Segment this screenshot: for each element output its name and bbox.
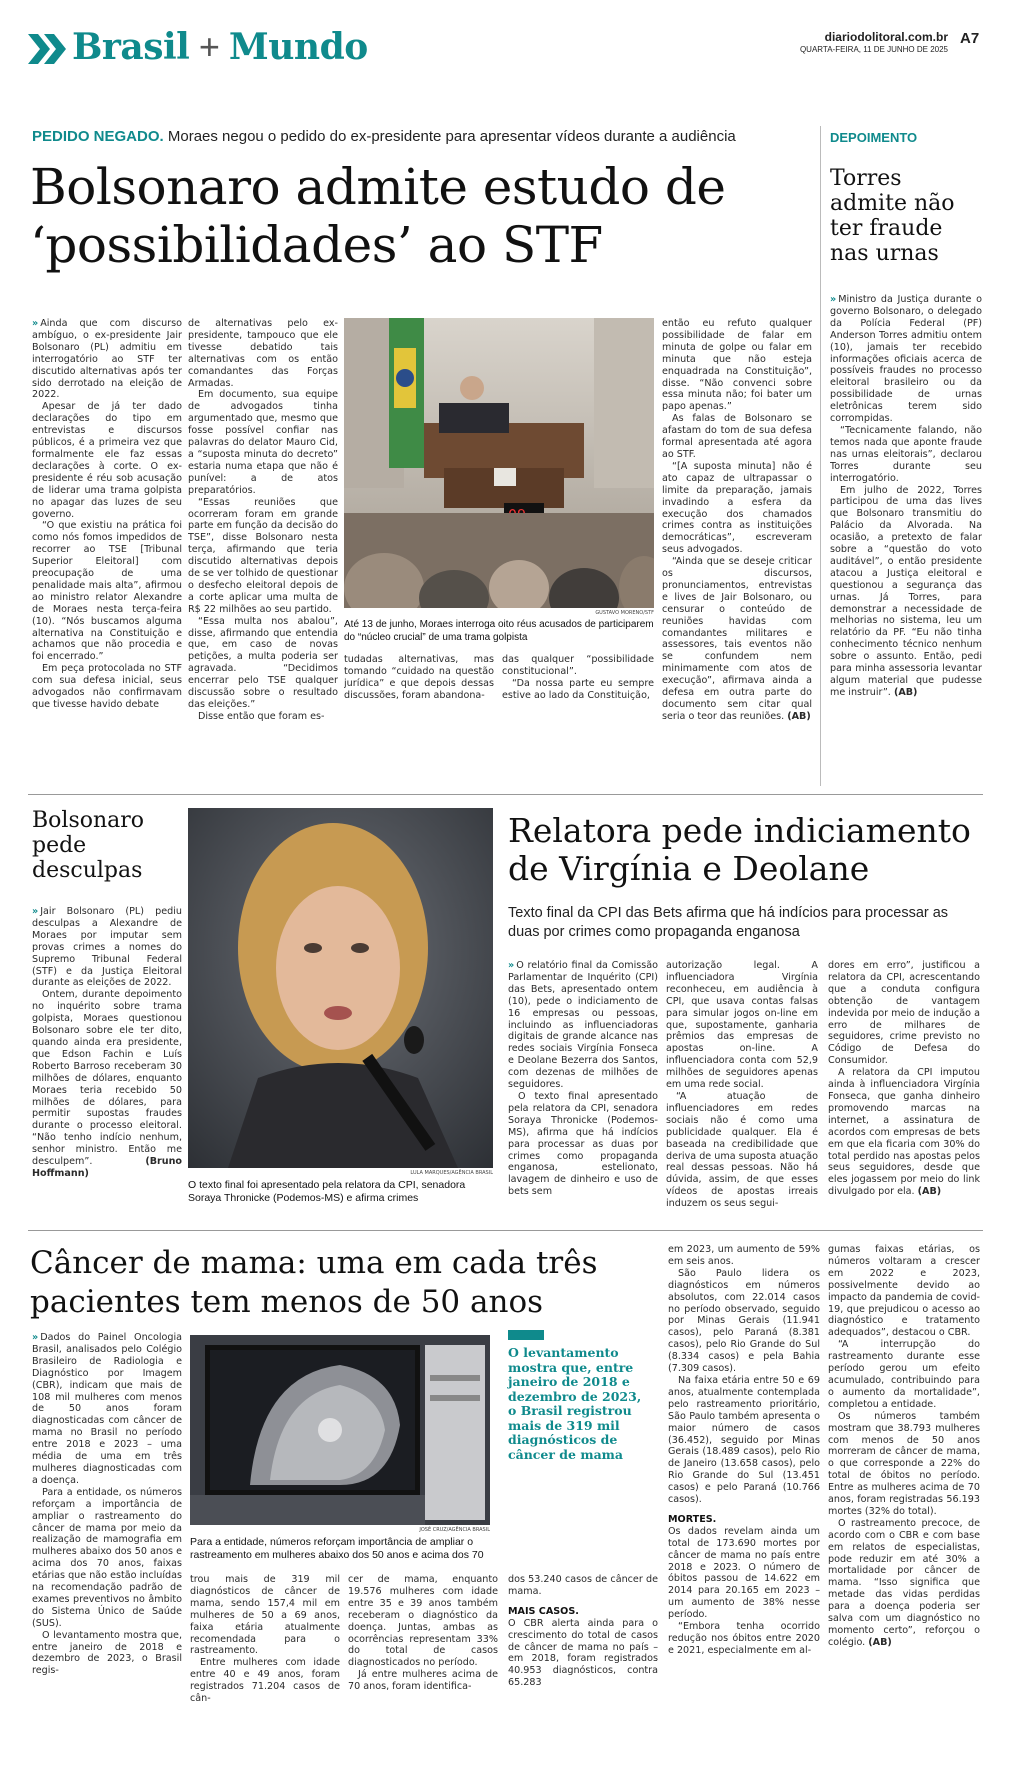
vertical-divider	[820, 126, 821, 786]
cancer-headline-line-2: pacientes tem menos de 50 anos	[30, 1284, 544, 1320]
cancer-col1-p3: O levantamento mostra que, entre janeiro de 2018 e dezembro de 2023, o Brasil regis-	[32, 1629, 182, 1677]
cpi-photo-credit: LULA MARQUES/AGÊNCIA BRASIL	[410, 1170, 493, 1176]
cancer-col5-p1: em 2023, um aumento de 59% em seis anos.	[668, 1244, 820, 1267]
lead-column-2	[188, 318, 338, 788]
cancer-col2-p1: trou mais de 319 mil diagnósticos de câncer de mama, sendo 157,4 mil em mulheres de 50 a 69 anos, faixa etária atualmente recomendada para o rastreamento.	[190, 1574, 340, 1657]
side2-body: » Jair Bolsonaro (PL) pediu desculpas a Alexandre de Moraes por imputar sem provas crimes a nomes do Supremo Tribunal Federal (STF) e da Justiça Eleitoral durante as eleições de 2022. Ontem, durante depoimento no inquérito sobre trama golpista, Moraes questionou Bolsonaro sobre ele ter dito, quando ainda era presidente, que Edson Fachin e Luís Roberto Barroso receberam 30 milhões de dólares, enquanto Moraes teria recebido 50 milhões de dólares, para permitir supostas fraudes durante o processo eleitoral. “Não tenho indício nenhum, senhor ministro. Então me desculpem”. (Bruno Hoffmann)	[32, 906, 182, 1179]
lead-column-5	[662, 318, 812, 788]
cpi-column-2	[666, 960, 818, 1210]
lead-signature: (AB)	[787, 710, 811, 722]
side1-body: » Ministro da Justiça durante o governo Bolsonaro, o delegado da Polícia Federal (PF) Anderson Torres admitiu ontem (10), jamais ter recebido informações oficiais acerca de possíveis fraudes no processo eleitoral brasileiro ou da possibilidade de urnas eletrônicas terem sido corrompidas. “Tecnicamente falando, não temos nada que aponte fraude nas urnas eleitorais”, declarou Torres durante seu interrogatório. Em julho de 2022, Torres participou de uma das lives que Bolsonaro transmitiu do Palácio da Alvorada. Na ocasião, a pretexto de falar sobre a “questão do voto auditável”, o então presidente atacou a Justiça eleitoral e questionou a segurança das urnas. Já Torres, para demonstrar a necessidade de melhorias no sistema, leu um relatório da PF. “Eu não tinha conhecimento técnico nenhum sobre o assunto. Então, pedi para minha assessoria levantar algum material que pudesse me instruir”. (AB)	[830, 294, 982, 698]
lead-photo	[344, 318, 654, 608]
cancer-col1-p2: Para a entidade, os números reforçam a importância de ampliar o rastreamento do câncer de mama por meio da realização de mamografia em mulheres abaixo dos 50 anos e acima dos 70 anos, faixas etárias que não estão incluídas na recomendação padrão de exames preventivos no âmbito do Sistema Único de Saúde (SUS).	[32, 1486, 182, 1629]
side1-p3: Em julho de 2022, Torres participou de uma das lives que Bolsonaro transmitiu do Palácio da Alvorada. Na ocasião, a pretexto de falar sobre a “questão do voto auditável”, o então presidente atacou a Justiça eleitoral e questionou a segurança das urnas. Já Torres, para demonstrar a necessidade de melhorias no sistema, leu um relatório da PF. “Eu não tinha conhecimento técnico nenhum sobre o assunto. Então, pedi para minha assessoria levantar algum material que pudesse me instruir”.	[830, 484, 982, 698]
lead-col5-p3: “[A suposta minuta] não é ato capaz de ultrapassar o limite da preparação, jamais invadindo a esfera da execução dos chamados crimes contra as instituições democráticas”, escreveram seus advogados.	[662, 460, 812, 556]
side1-signature: (AB)	[893, 686, 918, 698]
cpi-headline	[508, 812, 988, 888]
chevron-double-icon	[28, 34, 68, 69]
lead-col2-p4: “Essa multa nos abalou”, disse, afirmando que entendia que, em caso de novas petições, a multa poderia ser agravada. “Decidimos encerrar pelo TSE qualquer discussão sobre o resultado das eleições.”	[188, 615, 338, 710]
cancer-col5-p5: “Embora tenha ocorrido redução nos óbitos entre 2020 e 2021, especialmente em al-	[668, 1621, 820, 1656]
cancer-headline	[30, 1244, 650, 1322]
cpi-col2-p1: autorização legal. A influenciadora Virgínia reconheceu, em audiência à CPI, que usava contas falsas para simular jogos on-line em que, supostamente, ganharia prêmios das empresas de apostas on-line. A influenciadora conta com 52,9 milhões de seguidores apenas em uma rede social.	[666, 960, 818, 1091]
side2-headline: Bolsonaro pede desculpas	[32, 808, 145, 883]
section-plus: +	[198, 26, 220, 67]
lead-col2-p2: Em documento, sua equipe de advogados tinha argumentado que, mesmo que fosse possível confiar nas palavras do delator Mauro Cid, a “suposta minuta do decreto” estaria numa etapa que não é punível: a de atos preparatórios.	[188, 389, 338, 496]
lead-column-1: » Ainda que com discurso ambíguo, o ex-presidente Jair Bolsonaro (PL) admitiu em interrogatório ao STF ter discutido alternativas após ter sido derrotado na eleição de 2022. Apesar de já ter dado declarações do tipo em entrevistas e discursos públicos, é a primeira vez que formalmente ele faz essas declarações à corte. O ex-presidente é réu sob acusação de liderar uma trama golpista no apagar das luzes de seu governo. “O que existiu na prática foi como nós fomos impedidos de recorrer ao TSE [Tribunal Superior Eleitoral] com preocupação de uma penalidade mais alta”, afirmou ao ministro relator Alexandre de Moraes nesta terça-feira (10). “Nós buscamos alguma alternativa na Constituição e achamos que não procedia e foi encerrado.” Em peça protocolada no STF com sua defesa inicial, seus advogados não confirmavam que tivesse havido debate	[32, 318, 182, 710]
lead-column-4	[502, 654, 654, 784]
cpi-col1-p2: O texto final apresentado pela relatora da CPI, senadora Soraya Thronicke (Podemos-MS), afirma que há indícios para processar as duas por crimes como propaganda enganosa, estelionato, lavagem de dinheiro e uso de bets sem	[508, 1090, 658, 1198]
cancer-col5-p4: Os dados revelam ainda um total de 173.690 mortes por câncer de mama no país entre 2018 e 2023. O número de óbitos passou de 14.622 em 2014 para 20.165 em 2023 – um aumento de 38% nesse período.	[668, 1525, 820, 1621]
cancer-column-1: » Dados do Painel Oncologia Brasil, analisados pelo Colégio Brasileiro de Radiologia e Diagnóstico por Imagem (CBR), indicam que mais de 108 mil mulheres com menos de 50 anos foram diagnosticadas com câncer de mama no Brasil no período entre 2018 e 2023 – uma média de uma em três mulheres diagnosticadas com a doença. Para a entidade, os números reforçam a importância de ampliar o rastreamento do câncer de mama por meio da realização de mamografia em mulheres abaixo dos 50 anos e acima dos 70 anos, faixas etárias que não estão incluídas na recomendação padrão de exames preventivos no âmbito do Sistema Único de Saúde (SUS). O levantamento mostra que, entre janeiro de 2018 e dezembro de 2023, o Brasil regis-	[32, 1332, 182, 1677]
side1-p2: “Tecnicamente falando, não temos nada que aponte fraude nas urnas eleitorais”, declarou Torres durante seu interrogatório.	[830, 424, 982, 484]
cpi-headline-line-2: de Virgínia e Deolane	[508, 849, 870, 888]
kicker-label: PEDIDO NEGADO.	[32, 128, 164, 145]
cancer-subhead-mortes: MORTES.	[668, 1513, 717, 1525]
cpi-deck: Texto final da CPI das Bets afirma que há indícios para processar as duas por crimes como propaganda enganosa	[508, 905, 949, 940]
lead-col1-p4: Em peça protocolada no STF com sua defesa inicial, seus advogados não confirmavam que tivesse havido debate	[32, 663, 182, 710]
cancer-photo-credit: JOSÉ CRUZ/AGÊNCIA BRASIL	[419, 1527, 490, 1533]
lead-headline-line-2: ‘possibilidades’ ao STF	[30, 216, 603, 274]
side2-p1: Jair Bolsonaro (PL) pediu desculpas a Alexandre de Moraes por imputar sem provas crimes a nomes do Supremo Tribunal Federal (STF) e da Justiça Eleitoral durante as eleições de 2022.	[32, 906, 182, 989]
cpi-col2-p2: “A atuação de influenciadores em redes sociais não é como uma publicidade qualquer. Ela é baseada na credibilidade que deriva de uma suposta atuação real dessas pessoas. Não há dúvida, assim, de que esses vídeos de apostas irreais induzem os seus segui-	[666, 1090, 818, 1210]
lead-photo-credit: GUSTAVO MORENO/STF	[595, 610, 654, 616]
cancer-col6-p4: O rastreamento precoce, de acordo com o CBR e com base em relatos de especialistas, pode reduzir em até 30% a mortalidade por câncer de mama. “Isso significa que metade das vidas perdidas para a doença poderia ser salva com um diagnóstico no momento certo”, reforçou o colégio.	[828, 1517, 980, 1648]
lead-col1-p2: Apesar de já ter dado declarações do tipo em entrevistas e discursos públicos, é a primeira vez que formalmente ele faz essas declarações à corte. O ex-presidente é réu sob acusação de liderar uma trama golpista no apagar das luzes de seu governo.	[32, 401, 182, 520]
cancer-column-6	[828, 1244, 980, 1774]
pullquote-bar	[508, 1330, 544, 1340]
lead-col4-p1: das qualquer “possibilidade constitucional”.	[502, 654, 654, 677]
cancer-headline-line-1: Câncer de mama: uma em cada três	[30, 1245, 598, 1281]
lead-column-3	[344, 654, 494, 784]
lead-col1-p3: “O que existiu na prática foi como nós fomos impedidos de recorrer ao TSE [Tribunal Superior Eleitoral] com preocupação de uma penalidade mais alta”, afirmou ao ministro relator Alexandre de Moraes nesta terça-feira (10). “Nós buscamos alguma alternativa na Constituição e achamos que não procedia e foi encerrado.”	[32, 520, 182, 663]
cancer-col6-p1: gumas faixas etárias, os números voltaram a crescer em 2022 e 2023, possivelmente devido ao impacto da pandemia de covid-19, que prejudicou o acesso ao diagnóstico e tratamento adequados”, destacou o CBR.	[828, 1244, 980, 1339]
cpi-col3-p1: dores em erro”, justificou a relatora da CPI, acrescentando que a conduta configura obtenção de vantagem indevida por meio de indução a erro de milhares de seguidores, crime previsto no Código de Defesa do Consumidor.	[828, 960, 980, 1067]
lead-col3-p1: tudadas alternativas, mas tomando “cuidado na questão jurídica” e que depois dessas discussões, foram abandona-	[344, 654, 494, 701]
cancer-col3-p1: cer de mama, enquanto 19.576 mulheres com idade entre 35 e 39 anos também receberam o diagnóstico da doença. Juntas, ambas as ocorrências representam 33% do total de casos diagnosticados no período.	[348, 1574, 498, 1669]
cancer-col6-p2: “A interrupção do rastreamento durante esse período gerou um efeito acumulado, contribuindo para o aumento da mortalidade”, completou a entidade.	[828, 1339, 980, 1410]
cancer-photo	[190, 1335, 490, 1525]
horizontal-divider-2	[28, 1230, 983, 1231]
cancer-col2-p2: Entre mulheres com idade entre 40 e 49 anos, foram registrados 71.204 casos de cân-	[190, 1657, 340, 1705]
site-url: diariodolitoral.com.br	[824, 30, 948, 44]
cancer-column-4	[508, 1574, 658, 1774]
lead-col4-p2: “Da nossa parte eu sempre estive ao lado da Constituição,	[502, 677, 654, 701]
lead-col5-p1: então eu refuto qualquer possibilidade de falar em minuta de golpe ou falar em minuta que não esteja enquadrada na Constituição”, disse. “Não convenci sobre essa minuta não; foi bater um papo apenas.”	[662, 318, 812, 413]
page-number: A7	[960, 30, 980, 47]
section-header	[28, 28, 988, 72]
cancer-col5-p2: São Paulo lidera os diagnósticos em números absolutos, com 22.014 casos no período observado, seguido por Minas Gerais (11.941 casos), pelo Paraná (8.381 casos), pelo Rio Grande do Sul (8.334 casos) e pela Bahia (7.309 casos).	[668, 1267, 820, 1375]
cancer-column-2	[190, 1574, 340, 1774]
cancer-col4-p2: O CBR alerta ainda para o crescimento do total de casos de câncer de mama no país – em 2018, foram registrados 40.953 diagnósticos, contra 65.283	[508, 1617, 658, 1689]
side1-headline: Torres admite não ter fraude nas urnas	[830, 166, 955, 266]
lead-col2-p5: Disse então que foram es-	[198, 710, 325, 722]
section-name-mundo: Mundo	[228, 26, 368, 68]
cancer-col1-p1: Dados do Painel Oncologia Brasil, analisados pelo Colégio Brasileiro de Radiologia e Diagnóstico por Imagem (CBR), indicam que mais de 108 mil mulheres com menos de 50 anos foram diagnosticadas com câncer de mama no Brasil no período entre 2018 e 2023 – uma média de uma em três mulheres diagnosticadas com a doença.	[32, 1332, 182, 1486]
cpi-photo	[188, 808, 493, 1168]
cancer-photo-caption: Para a entidade, números reforçam importância de ampliar o rastreamento em mulheres abaixo dos 50 anos e acima dos 70	[190, 1536, 484, 1561]
lead-headline	[30, 158, 810, 274]
side2-signature: (Bruno Hoffmann)	[32, 1156, 182, 1179]
cpi-column-1: » O relatório final da Comissão Parlamentar de Inquérito (CPI) das Bets, apresentado ontem (10), pede o indiciamento de 16 empresas ou pessoas, incluindo as influenciadoras digitais de grande alcance nas redes sociais Virgínia Fonseca e Deolane Bezerra dos Santos, com dezenas de milhões de seguidores. O texto final apresentado pela relatora da CPI, senadora Soraya Thronicke (Podemos-MS), afirma que há indícios para processar as duas por crimes como propaganda enganosa, estelionato, lavagem de dinheiro e uso de bets sem	[508, 960, 658, 1198]
cpi-col3-p2: A relatora da CPI imputou ainda à influenciadora Virgínia Fonseca, que ganha dinheiro promovendo marcas na internet, a assinatura de acordos com empresas de bets em que ela ficaria com 30% do total perdido nas apostas pelos seus seguidores, desde que eles jogassem por meio do link divulgado por ela.	[828, 1067, 980, 1198]
cpi-headline-line-1: Relatora pede indiciamento	[508, 811, 971, 850]
side1-p1: Ministro da Justiça durante o governo Bolsonaro, o delegado da Polícia Federal (PF) Anderson Torres admitiu ontem (10), jamais ter recebido informações oficiais acerca de possíveis fraudes no processo eleitoral brasileiro ou da possibilidade de urnas eletrônicas terem sido corrompidas.	[830, 294, 982, 425]
lead-col2-p3: “Essas reuniões que ocorreram foram em grande parte em função da decisão do TSE”, disse Bolsonaro nesta terça, afirmando que teria discutido alternativas depois de se ver tolhido de questionar o desfecho eleitoral depois de a corte aplicar uma multa de R$ 22 milhões ao seu partido.	[188, 496, 338, 615]
cancer-column-5	[668, 1244, 820, 1774]
cancer-subhead-mais-casos: MAIS CASOS.	[508, 1605, 579, 1617]
cancer-col3-p2: Já entre mulheres acima de 70 anos, foram identifica-	[348, 1669, 498, 1693]
section-name-brasil: Brasil	[72, 26, 190, 68]
cpi-photo-caption: O texto final foi apresentado pela relatora da CPI, senadora Soraya Thronicke (Podemos-MS) e afirma crimes	[188, 1179, 466, 1204]
side2-p2: Ontem, durante depoimento no inquérito sobre trama golpista, Moraes questionou Bolsonaro sobre ele ter dito, quando ainda era presidente, que Edson Fachin e Luís Roberto Barroso receberam 30 milhões de dólares, enquanto Moraes teria recebido 50 milhões de dólares, para permitir supostas fraudes durante o processo eleitoral. “Não tenho indício nenhum, senhor ministro. Então me desculpem”.	[32, 989, 182, 1168]
lead-col2-p1: de alternativas pelo ex-presidente, tampouco que ele tivesse debatido tais alternativas com os então comandantes das Forças Armadas.	[188, 318, 338, 389]
lead-kicker	[32, 128, 812, 145]
cancer-col6-p3: Os números também mostram que 38.793 mulheres com menos de 50 anos morreram de câncer de mama, o que corresponde a 22% do total de óbitos no período. Entre as mulheres acima de 70 anos, foram registradas 56.193 mortes (32% do total).	[828, 1410, 980, 1517]
cancer-pullquote: O levantamento mostra que, entre janeiro de 2018 e dezembro de 2023, o Brasil registrou mais de 319 mil diagnósticos de câncer de mama	[508, 1345, 642, 1462]
cpi-column-3	[828, 960, 980, 1210]
side1-kicker: DEPOIMENTO	[830, 130, 918, 145]
cpi-signature: (AB)	[917, 1186, 942, 1198]
horizontal-divider-1	[28, 794, 983, 795]
cancer-column-3	[348, 1574, 498, 1774]
cancer-signature: (AB)	[868, 1636, 892, 1648]
lead-col5-p2: As falas de Bolsonaro se afastam do tom de sua defesa formal apresentada até agora ao STF.	[662, 413, 812, 460]
cancer-col5-p3: Na faixa etária entre 50 e 69 anos, atualmente contemplada pelo rastreamento prioritário, São Paulo também apresenta o maior número de casos (36.452), seguido por Minas Gerais (18.489 casos), pelo Rio de Janeiro (13.658 casos), pelo Rio Grande do Sul (13.451 casos) e pelo Paraná (10.766 casos).	[668, 1374, 820, 1506]
lead-col1-p1: Ainda que com discurso ambíguo, o ex-presidente Jair Bolsonaro (PL) admitiu em interrogatório ao STF ter discutido alternativas após ter sido derrotado na eleição de 2022.	[32, 318, 182, 401]
lead-headline-line-1: Bolsonaro admite estudo de	[30, 158, 726, 216]
lead-photo-caption: Até 13 de junho, Moraes interroga oito réus acusados de participarem do “núcleo crucial” de uma trama golpista	[344, 619, 654, 643]
cancer-col4-p1: dos 53.240 casos de câncer de mama.	[508, 1574, 658, 1597]
edition-date: QUARTA-FEIRA, 11 DE JUNHO DE 2025	[799, 45, 948, 54]
kicker-text: Moraes negou o pedido do ex-presidente para apresentar vídeos durante a audiência	[167, 128, 736, 145]
lead-col5-p4: “Ainda que se deseje criticar os discursos, pronunciamentos, entrevistas e lives de Jair Bolsonaro, ou censurar o conteúdo de reuniões havidas com comandantes militares e assessores, tais eventos não se confundem nem minimamente com atos de execução”, afirmava ainda a defesa em outra parte do documento sem citar qual seria o teor das reuniões.	[662, 556, 812, 722]
cpi-col1-p1: O relatório final da Comissão Parlamentar de Inquérito (CPI) das Bets, apresentado ontem (10), pede o indiciamento de 16 empresas ou pessoas, incluindo as influenciadoras digitais de grande alcance nas redes sociais Virgínia Fonseca e Deolane Bezerra dos Santos, com dezenas de milhões de seguidores.	[508, 960, 658, 1091]
